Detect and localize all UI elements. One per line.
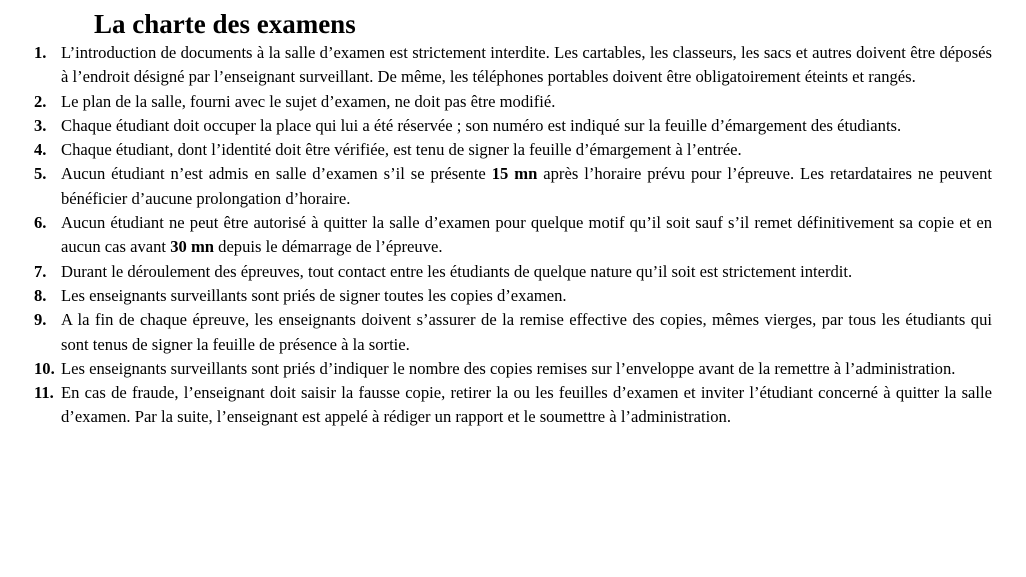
rule-number: 3. <box>34 115 47 135</box>
rule-text <box>61 164 992 207</box>
rule-text: Chaque étudiant doit occuper la place qui lui a été réservée ; son numéro est indiqué sur la feuille d’émargement des étudiants. <box>61 115 902 135</box>
rule-time-limit: 30 mn <box>170 237 214 257</box>
rule-text: Durant le déroulement des épreuves, tout contact entre les étudiants de quelque nature qu’il soit est strictement interdit. <box>61 261 853 281</box>
rule-number: 1. <box>34 43 47 62</box>
rule-item-11 <box>34 381 992 430</box>
rule-number: 7. <box>34 261 47 281</box>
rule-text: Chaque étudiant, dont l’identité doit être vérifiée, est tenu de signer la feuille d’émargement à l’entrée. <box>61 140 742 160</box>
rule-number: 2. <box>34 91 47 111</box>
rule-number: 11. <box>34 383 54 403</box>
rule-text: A la fin de chaque épreuve, les enseignants doivent s’assurer de la remise effective des copies, mêmes vierges, par tous les étudiants qui sont tenus de signer la feuille de présence à la sortie. <box>61 310 992 354</box>
document-title: La charte des examens <box>94 9 356 39</box>
rule-item-3 <box>34 114 992 138</box>
rule-number: 9. <box>34 310 47 330</box>
rule-text <box>61 213 992 256</box>
rule-text: Le plan de la salle, fourni avec le sujet d’examen, ne doit pas être modifié. <box>61 91 556 111</box>
rules-list <box>34 41 992 430</box>
rule-number: 4. <box>34 140 47 160</box>
rule-text: Les enseignants surveillants sont priés d’indiquer le nombre des copies remises sur l’enveloppe avant de la remettre à l’administration. <box>61 358 956 378</box>
rule-text-after: après l’horaire prévu pour l’épreuve. Les retardataires ne peuvent bénéficier d’aucune prolongation d’horaire. <box>61 164 993 208</box>
rule-item-6 <box>34 211 992 260</box>
rule-number: 10. <box>34 358 55 378</box>
rule-number: 6. <box>34 213 47 233</box>
rule-item-2 <box>34 90 992 114</box>
rule-text: L’introduction de documents à la salle d’examen est strictement interdite. Les cartables, les classeurs, les sacs et autres doivent être déposés à l’endroit désigné par l’enseignant surveillant. De même, les téléphones portables doivent être obligatoirement éteints et rangés. <box>61 43 992 87</box>
rule-number: 5. <box>34 164 47 184</box>
rule-text-after: depuis le démarrage de l’épreuve. <box>214 237 443 257</box>
rule-item-10 <box>34 357 992 381</box>
rule-text: Les enseignants surveillants sont priés de signer toutes les copies d’examen. <box>61 285 567 305</box>
rule-item-8 <box>34 284 992 308</box>
rule-text-before: Aucun étudiant ne peut être autorisé à quitter la salle d’examen pour quelque motif qu’il soit sauf s’il remet définitivement sa copie et en aucun cas avant <box>61 213 992 257</box>
rule-item-5 <box>34 162 992 211</box>
rule-text-before: Aucun étudiant n’est admis en salle d’examen s’il se présente <box>61 164 492 184</box>
rule-item-4 <box>34 138 992 162</box>
rule-item-7 <box>34 260 992 284</box>
rule-number: 8. <box>34 285 47 305</box>
rule-text: En cas de fraude, l’enseignant doit saisir la fausse copie, retirer la ou les feuilles d’examen et inviter l’étudiant concerné à quitter la salle d’examen. Par la suite, l’enseignant est appelé à rédiger un rapport et le soumettre à l’administration. <box>61 383 992 427</box>
rule-item-9 <box>34 308 992 357</box>
rule-item-1 <box>34 41 992 90</box>
rule-time-limit: 15 mn <box>491 164 538 184</box>
